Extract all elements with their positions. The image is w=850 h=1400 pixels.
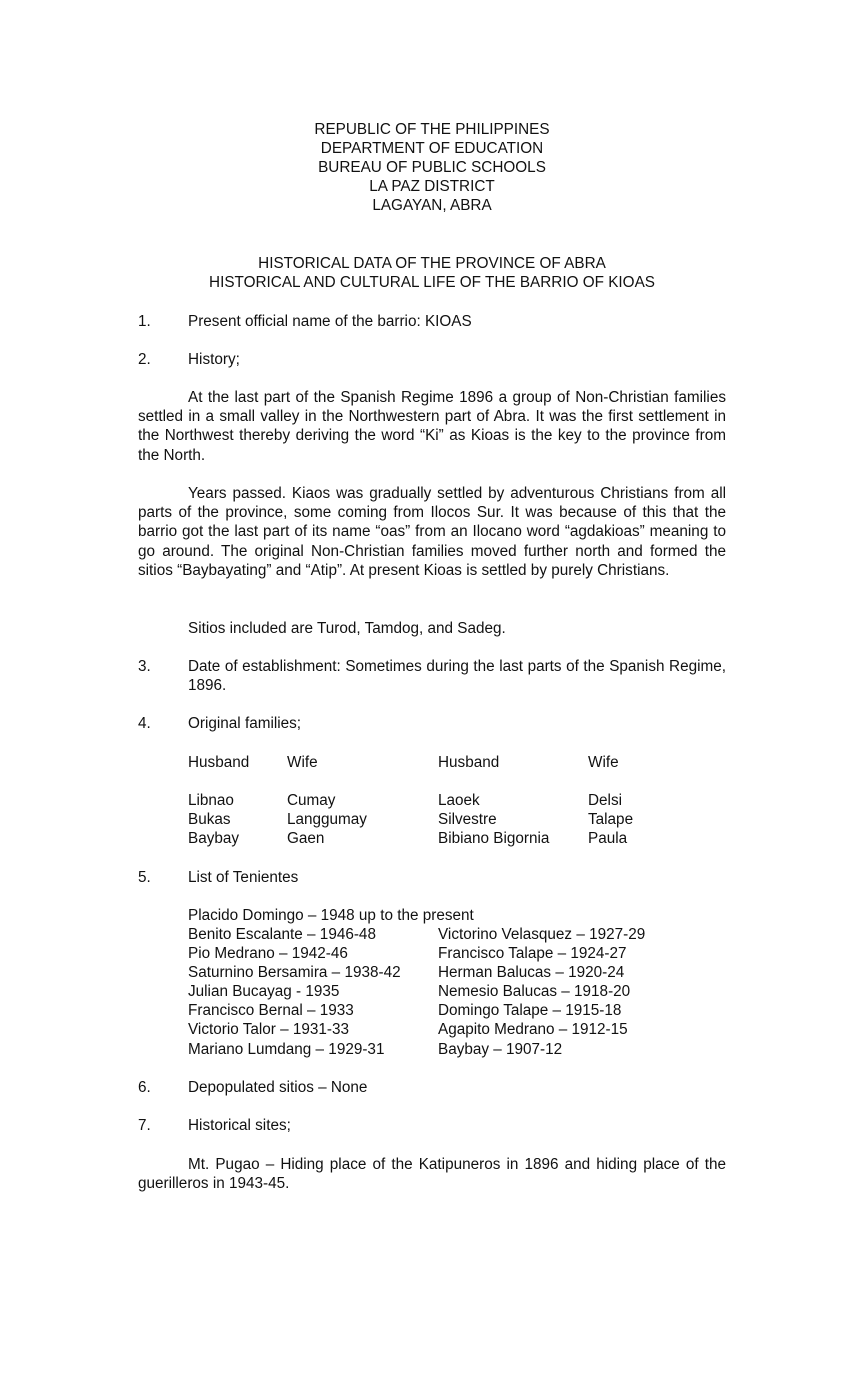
item-7-text: Historical sites; [188, 1117, 291, 1134]
header-district: LA PAZ DISTRICT [369, 178, 495, 195]
item-1-text: Present official name of the barrio: KIOAS [188, 313, 472, 330]
family-cell: Libnao [188, 792, 234, 809]
families-header-wife-2: Wife [588, 754, 619, 771]
historical-sites-paragraph [138, 1155, 726, 1193]
item-7-number: 7. [138, 1117, 151, 1134]
teniente-entry: Herman Balucas – 1920-24 [438, 964, 625, 981]
family-cell: Silvestre [438, 811, 497, 828]
teniente-entry: Francisco Bernal – 1933 [188, 1002, 354, 1019]
teniente-entry: Baybay – 1907-12 [438, 1041, 563, 1058]
teniente-entry: Pio Medrano – 1942-46 [188, 945, 348, 962]
family-cell: Bibiano Bigornia [438, 830, 550, 847]
family-cell: Delsi [588, 792, 622, 809]
families-header-husband-1: Husband [188, 754, 250, 771]
teniente-entry: Victorio Talor – 1931-33 [188, 1021, 350, 1038]
family-cell: Gaen [287, 830, 325, 847]
family-cell: Bukas [188, 811, 231, 828]
header-republic: REPUBLIC OF THE PHILIPPINES [314, 121, 550, 138]
teniente-entry: Benito Escalante – 1946-48 [188, 926, 376, 943]
header-department: DEPARTMENT OF EDUCATION [320, 140, 544, 157]
history-paragraph-2-text: Years passed. Kiaos was gradually settled by adventurous Christians from all parts of the province, some coming from Ilocos Sur. It was because of this that the barrio got the last part of its name “oas” from an Ilocano word “agdakioas” meaning to go around. The original Non-Christian families moved further north and formed the sitios “Baybayating” and “Atip”. At present Kioas is settled by purely Christians. [138, 485, 726, 579]
family-cell: Laoek [438, 792, 480, 809]
teniente-entry: Victorino Velasquez – 1927-29 [438, 926, 646, 943]
teniente-entry: Mariano Lumdang – 1929-31 [188, 1041, 385, 1058]
history-paragraph-1-text: At the last part of the Spanish Regime 1896 a group of Non-Christian families settled in a small valley in the Northwestern part of Abra. It was the first settlement in the Northwest thereby deriving the word “Ki” as Kioas is the key to the province from the North. [138, 389, 726, 464]
families-header-wife-1: Wife [287, 754, 318, 771]
family-cell: Paula [588, 830, 628, 847]
teniente-entry: Saturnino Bersamira – 1938-42 [188, 964, 401, 981]
sitios-text: Sitios included are Turod, Tamdog, and Sadeg. [188, 620, 506, 637]
teniente-entry: Agapito Medrano – 1912-15 [438, 1021, 628, 1038]
item-2-number: 2. [138, 351, 151, 368]
document-title: HISTORICAL DATA OF THE PROVINCE OF ABRA [258, 255, 606, 272]
historical-sites-paragraph-text: Mt. Pugao – Hiding place of the Katipuneros in 1896 and hiding place of the guerilleros in 1943-45. [138, 1156, 726, 1193]
header-bureau: BUREAU OF PUBLIC SCHOOLS [318, 159, 546, 176]
item-1-number: 1. [138, 313, 151, 330]
family-cell: Baybay [188, 830, 240, 847]
teniente-entry: Julian Bucayag - 1935 [188, 983, 340, 1000]
item-4-number: 4. [138, 715, 151, 732]
family-cell: Cumay [287, 792, 336, 809]
teniente-entry-current: Placido Domingo – 1948 up to the present [188, 907, 474, 924]
history-paragraph-2 [138, 484, 726, 580]
item-6-text: Depopulated sitios – None [188, 1079, 368, 1096]
item-6-number: 6. [138, 1079, 151, 1096]
families-header-husband-2: Husband [438, 754, 500, 771]
item-3-number: 3. [138, 658, 151, 675]
item-5-number: 5. [138, 869, 151, 886]
teniente-entry: Domingo Talape – 1915-18 [438, 1002, 622, 1019]
teniente-entry: Francisco Talape – 1924-27 [438, 945, 627, 962]
item-4-text: Original families; [188, 715, 302, 732]
history-paragraph-1 [138, 388, 726, 465]
document-subtitle: HISTORICAL AND CULTURAL LIFE OF THE BARRIO OF KIOAS [209, 274, 655, 291]
family-cell: Talape [588, 811, 634, 828]
item-5-text: List of Tenientes [188, 869, 299, 886]
item-2-text: History; [188, 351, 240, 368]
family-cell: Langgumay [287, 811, 367, 828]
item-3-text: Date of establishment: Sometimes during the last parts of the Spanish Regime, 1896. [188, 658, 726, 695]
header-location: LAGAYAN, ABRA [372, 197, 492, 214]
teniente-entry: Nemesio Balucas – 1918-20 [438, 983, 631, 1000]
